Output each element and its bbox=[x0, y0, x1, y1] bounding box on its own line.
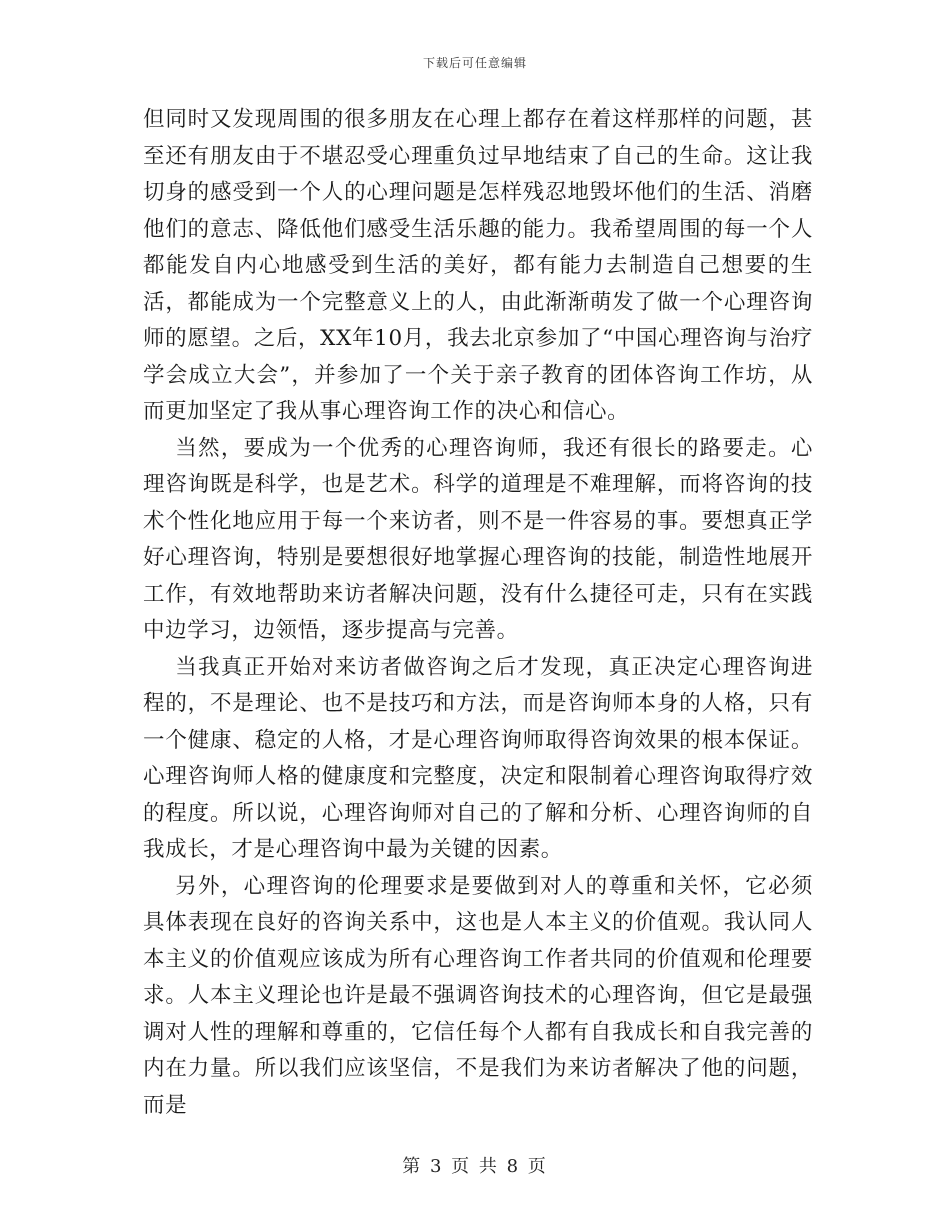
paragraph-4: 另外，心理咨询的伦理要求是要做到对人的尊重和关怀，它必须具体表现在良好的咨询关系中，这也是人本主义的价值观。我认同人本主义的价值观应该成为所有心理咨询工作者共同的价值观和伦理要求。人本主义理论也许是最不强调咨询技术的心理咨询，但它是最强调对人性的理解和尊重的，它信任每个人都有自我成长和自我完善的内在力量。所以我们应该坚信，不是我们为来访者解决了他的问题，而是 bbox=[143, 873, 813, 1118]
header-note: 下载后可任意编辑 bbox=[422, 56, 527, 70]
paragraph-2: 当然，要成为一个优秀的心理咨询师，我还有很长的路要走。心理咨询既是科学，也是艺术。科学的道理是不难理解，而将咨询的技术个性化地应用于每一个来访者，则不是一件容易的事。要想真正学好心理咨询，特别是要想很好地掌握心理咨询的技能，制造性地展开工作，有效地帮助来访者解决问题，没有什么捷径可走，只有在实践中边学习，边领悟，逐步提高与完善。 bbox=[143, 435, 813, 643]
document-body bbox=[143, 102, 813, 1124]
page-number: 第 3 页 共 8 页 bbox=[402, 1156, 548, 1177]
paragraph-1: 但同时又发现周围的很多朋友在心理上都存在着这样那样的问题，甚至还有朋友由于不堪忍受心理重负过早地结束了自己的生命。这让我切身的感受到一个人的心理问题是怎样残忍地毁坏他们的生活、消磨他们的意志、降低他们感受生活乐趣的能力。我希望周围的每一个人都能发自内心地感受到生活的美好，都有能力去制造自己想要的生活，都能成为一个完整意义上的人，由此渐渐萌发了做一个心理咨询师的愿望。之后，XX年10月，我去北京参加了“中国心理咨询与治疗学会成立大会”，并参加了一个关于亲子教育的团体咨询工作坊，从而更加坚定了我从事心理咨询工作的决心和信心。 bbox=[143, 107, 813, 424]
paragraph-3: 当我真正开始对来访者做咨询之后才发现，真正决定心理咨询进程的，不是理论、也不是技巧和方法，而是咨询师本身的人格，只有一个健康、稳定的人格，才是心理咨询师取得咨询效果的根本保证。心理咨询师人格的健康度和完整度，决定和限制着心理咨询取得疗效的程度。所以说，心理咨询师对自己的了解和分析、心理咨询师的自我成长，才是心理咨询中最为关键的因素。 bbox=[143, 654, 813, 862]
